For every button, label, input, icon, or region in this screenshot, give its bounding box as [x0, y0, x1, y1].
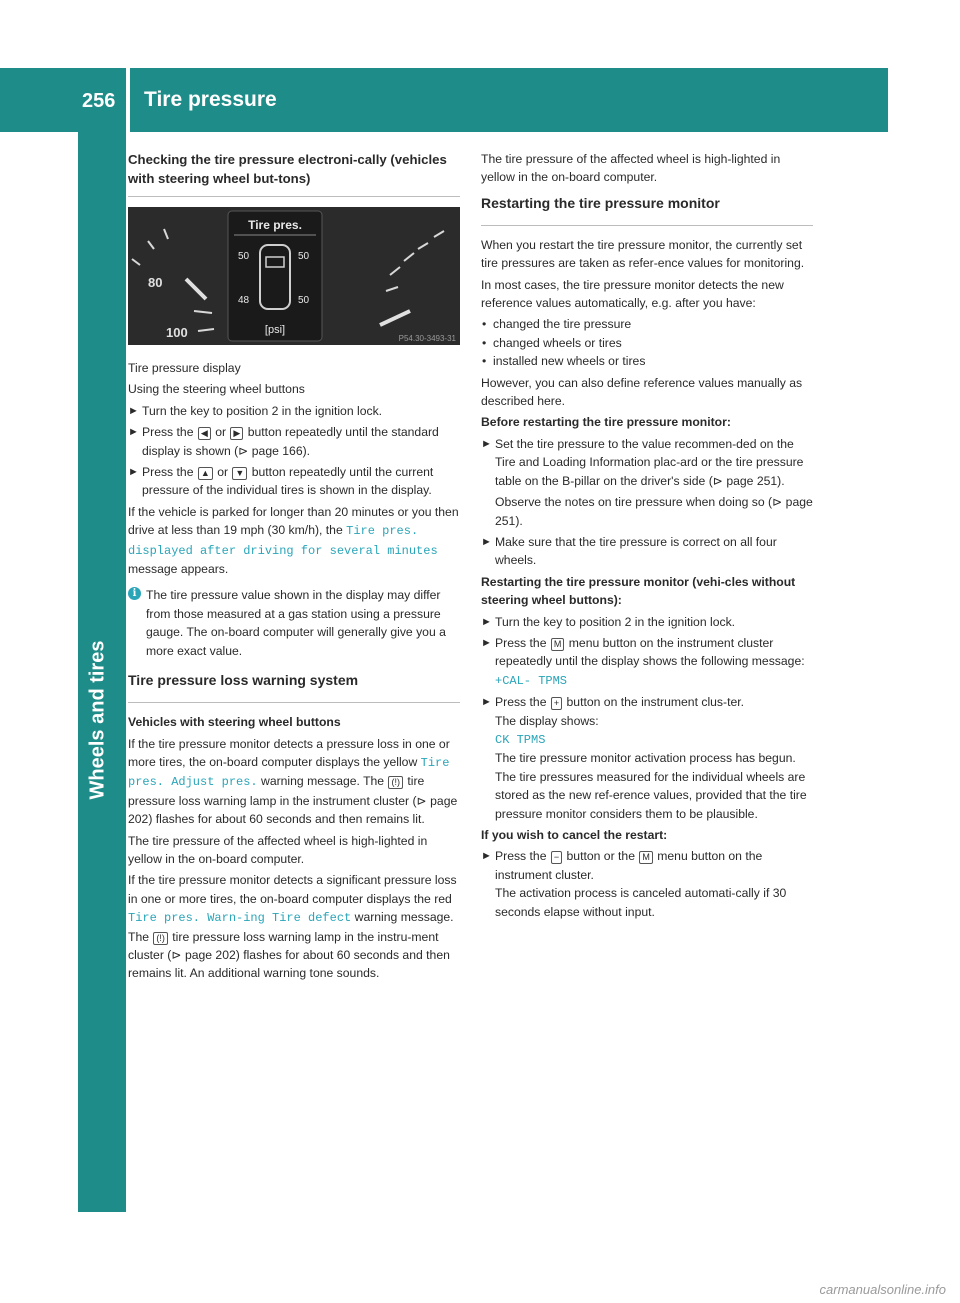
divider — [128, 702, 460, 703]
loss-paragraph — [128, 735, 460, 829]
bullet-icon: • — [482, 335, 487, 350]
display-title: Tire pres. — [248, 218, 302, 232]
page-header — [0, 68, 888, 132]
display-shows: The display shows: — [495, 713, 599, 728]
step-arrow-icon: ► — [481, 696, 492, 709]
divider — [481, 225, 813, 226]
step-3-text-a: Press the — [142, 465, 194, 480]
loss-text-b: warning message. The — [261, 774, 385, 789]
display-front-right: 50 — [298, 251, 310, 262]
restart-step-3-text-a: Press the — [495, 695, 547, 710]
heading-restart: Restarting the tire pressure monitor — [481, 194, 720, 211]
step-arrow-icon: ► — [481, 636, 492, 649]
figure-caption: Tire pressure display — [128, 361, 241, 375]
restart-step-2 — [481, 634, 813, 690]
before-heading: Before restarting the tire pressure monitor: — [481, 415, 731, 430]
sig-text-b: warning message. The — [128, 910, 454, 944]
restart-step-1-text: Turn the key to position 2 in the ignition lock. — [495, 614, 736, 629]
sig-text-c: tire pressure loss warning lamp in the instru-ment cluster (⊳ page 202) flashes for about 60 seconds and then remains lit. An additional warning tone sounds. — [128, 929, 450, 981]
left-column — [128, 150, 460, 986]
step-3-or: or — [217, 465, 229, 480]
tire-pressure-figure — [128, 207, 460, 345]
step-2-text-b: button repeatedly until the standard display is shown (⊳ page 166). — [142, 425, 439, 458]
tire-warning-lamp-icon: (!) — [388, 776, 403, 789]
before-step-1-sub: Observe the notes on tire pressure when doing so (⊳ page 251). — [495, 495, 813, 528]
affected-yellow: The tire pressure of the affected wheel is high-lighted in yellow in the on-board computer. — [128, 833, 428, 866]
cancel-text-b: menu button on the instrument cluster. — [495, 849, 763, 882]
restart-step-2-text-a: Press the — [495, 635, 547, 650]
prev-page-button-icon: ◀ — [198, 427, 211, 440]
significant-paragraph — [128, 871, 460, 982]
restart-p1: When you restart the tire pressure monitor, the currently set tire pressures are taken as refer-ence values for monitoring. — [481, 237, 805, 271]
minus-button-icon: − — [551, 851, 562, 864]
header-divider — [126, 68, 130, 132]
restart-p2: In most cases, the tire pressure monitor detects the new reference values automatically, e.g. after you have: — [481, 277, 784, 311]
step-3-text-b: button repeatedly until the current pressure of the individual tires is shown in the display. — [142, 465, 434, 498]
plus-button-icon: + — [551, 697, 562, 710]
info-note — [128, 586, 460, 660]
cal-tpms-message: +CAL- TPMS — [495, 673, 568, 688]
list-item — [481, 334, 813, 352]
list-item — [481, 315, 813, 333]
cancel-step — [481, 847, 813, 921]
cancel-text-p: The activation process is canceled automati-cally if 30 seconds elapse without input. — [495, 886, 787, 919]
loss-text-a: If the tire pressure monitor detects a pressure loss in one or more tires, the on-board computer displays the yellow — [128, 736, 450, 769]
heading-loss-warning: Tire pressure loss warning system — [128, 672, 359, 689]
restart-step-3 — [481, 693, 813, 823]
step-1 — [128, 402, 460, 420]
step-arrow-icon: ► — [481, 437, 492, 450]
footer-watermark: carmanualsonline.info — [819, 1282, 946, 1297]
side-tab-label: Wheels and tires — [86, 640, 109, 800]
parked-text-b: message appears. — [128, 562, 229, 577]
before-step-2-text: Make sure that the tire pressure is correct on all four wheels. — [495, 534, 777, 568]
menu-button-icon: M — [551, 638, 565, 651]
step-arrow-icon: ► — [481, 535, 492, 548]
activation-text: The tire pressure monitor activation process has begun. The tire pressures measured for the individual wheels are stored as the new ref-erence values, provided that the tire pressure monitor considers them to be plausible. — [495, 751, 807, 821]
step-3 — [128, 463, 460, 500]
before-step-1-text: Set the tire pressure to the value recommen-ded on the Tire and Loading Information plac-ard or the tire pressure table on the B-pillar on the driver's side (⊳ page 251). — [495, 436, 804, 488]
list-item — [481, 352, 813, 370]
page-title: Tire pressure — [144, 88, 277, 111]
restart-step-3-text-b: button on the instrument clus-ter. — [566, 695, 745, 710]
before-step-1 — [481, 435, 813, 490]
bullet-text: installed new wheels or tires — [493, 354, 646, 369]
vehicles-heading: Vehicles with steering wheel buttons — [128, 715, 341, 730]
display-rear-right: 50 — [298, 295, 310, 306]
step-arrow-icon: ► — [128, 426, 139, 439]
loss-text-c: tire pressure loss warning lamp in the instrument cluster (⊳ page 202) flashes for about 60 seconds and then remains lit. — [128, 774, 458, 827]
divider — [128, 196, 460, 197]
step-2 — [128, 423, 460, 460]
code: P54.30-3493-31 — [398, 334, 456, 343]
up-button-icon: ▲ — [198, 467, 213, 480]
before-step-2 — [481, 533, 813, 570]
page-number: 256 — [82, 90, 116, 112]
tire-warning-lamp-icon: (!) — [153, 932, 168, 945]
step-arrow-icon: ► — [128, 466, 139, 479]
step-2-text-a: Press the — [142, 425, 194, 440]
next-page-button-icon: ▶ — [230, 427, 243, 440]
restarting-heading: Restarting the tire pressure monitor (vehi-cles without steering wheel buttons): — [481, 574, 796, 608]
step-arrow-icon: ► — [128, 404, 139, 417]
parked-message: Tire pres. displayed after driving for several minutes — [128, 524, 438, 558]
cancel-text-or: button or the — [566, 849, 635, 864]
display-unit: [psi] — [264, 324, 286, 336]
bullet-icon: • — [482, 317, 487, 332]
restart-step-2-text-b: menu button on the instrument cluster repeatedly until the display shows the following message: — [495, 635, 805, 669]
speed-100: 100 — [166, 325, 188, 340]
display-rear-left: 48 — [238, 295, 250, 306]
info-note-text: The tire pressure value shown in the display may differ from those measured at a gas station using a pressure gauge. The on-board computer will generally give you a more exact value. — [146, 588, 446, 658]
step-arrow-icon: ► — [481, 615, 492, 628]
bullet-icon: • — [482, 354, 487, 369]
speed-80: 80 — [148, 275, 163, 290]
sig-text-a: If the tire pressure monitor detects a significant pressure loss in one or more tires, the on-board computer displays the red — [128, 873, 457, 906]
sig-message: Tire pres. Warn-ing Tire defect — [128, 911, 352, 926]
bullet-text: changed the tire pressure — [493, 317, 632, 332]
step-1-text: Turn the key to position 2 in the ignition lock. — [142, 403, 383, 418]
display-front-left: 50 — [238, 251, 250, 262]
instrument-cluster-illustration — [128, 207, 460, 345]
down-button-icon: ▼ — [232, 467, 247, 480]
parked-text-a: If the vehicle is parked for longer than 20 minutes or you then drive at less than 19 mph (30 km/h), the — [128, 504, 459, 538]
ck-tpms-message: CK TPMS — [495, 732, 546, 747]
info-icon: i — [128, 587, 141, 600]
affected-red: The tire pressure of the affected wheel is high-lighted in yellow in the on-board computer. — [481, 152, 781, 185]
menu-button-icon: M — [639, 851, 653, 864]
step-arrow-icon: ► — [481, 850, 492, 863]
however: However, you can also define reference values manually as described here. — [481, 375, 803, 409]
step-2-or: or — [215, 425, 227, 440]
cancel-heading: If you wish to cancel the restart: — [481, 828, 668, 842]
loss-message: Tire pres. Adjust pres. — [128, 755, 450, 790]
right-column — [481, 150, 813, 924]
restart-step-1 — [481, 613, 813, 631]
heading-checking: Checking the tire pressure electroni-cally (vehicles with steering wheel but-tons) — [128, 152, 447, 186]
parked-paragraph — [128, 503, 460, 579]
bullet-text: changed wheels or tires — [493, 335, 622, 350]
cancel-text-a: Press the — [495, 849, 547, 864]
using-buttons: Using the steering wheel buttons — [128, 382, 305, 397]
